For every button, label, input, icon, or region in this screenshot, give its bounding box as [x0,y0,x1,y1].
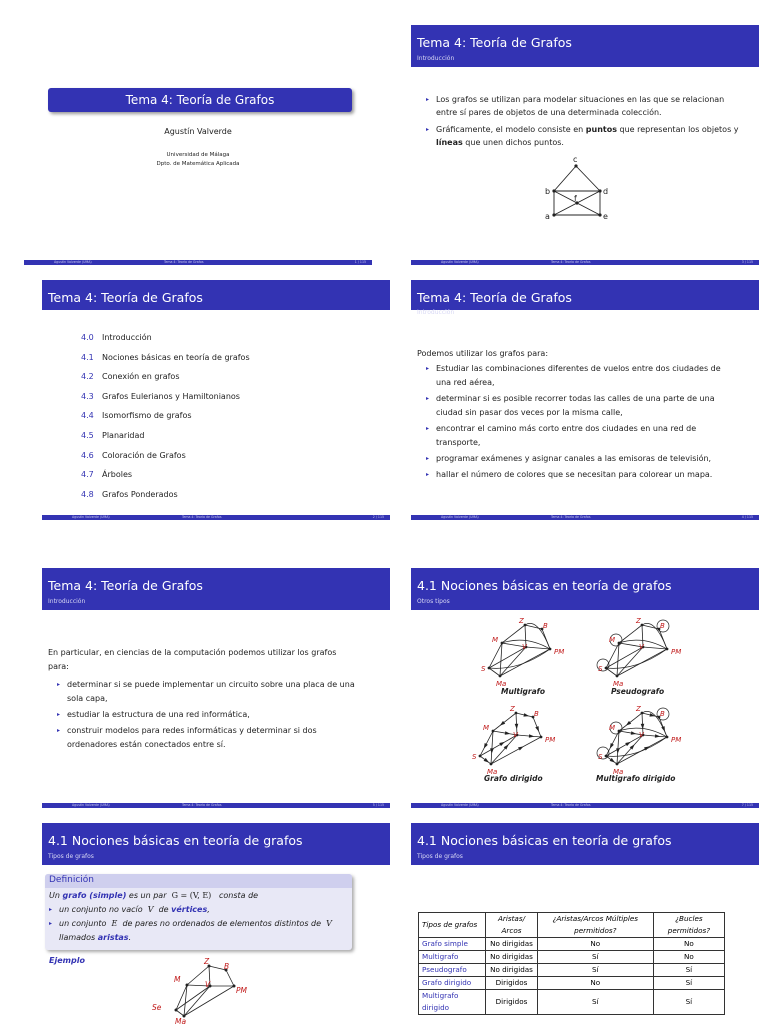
footer-topic: Tema 4: Teoría de Grafos [182,515,222,519]
toc-label: Grafos Ponderados [102,489,178,499]
graph-node [605,755,608,758]
graph-edge [489,668,500,676]
toc-item[interactable] [81,426,250,446]
toc-label: Isomorfismo de grafos [102,411,192,421]
slide-header [42,568,390,610]
table-cell: Sí [653,964,724,977]
intro-text: En particular, en ciencias de la computación podemos utilizar los grafos para: [48,648,337,671]
footer-topic: Tema 4: Teoría de Grafos [551,515,591,519]
slide-header [42,280,390,310]
node-label: Se [152,1003,162,1012]
math-expression: G = (V, E) [171,891,212,900]
toc-item[interactable] [81,406,250,426]
toc-item[interactable] [81,387,250,407]
bullet-text: que representan los objetos y [616,125,739,134]
table-cell: No dirigidas [486,964,538,977]
author-name: Agustín Valverde [164,127,232,136]
node-label: M [609,724,616,732]
table-cell: Grafo simple [419,938,486,951]
slide-title: Tema 4: Teoría de Grafos [48,578,203,593]
example-graph [42,823,390,1024]
footer-topic: Tema 4: Teoría de Grafos [164,260,204,264]
graph-node [540,736,543,739]
footer-topic: Tema 4: Teoría de Grafos [551,260,591,264]
slide-footer [411,803,759,808]
node-label: M [174,975,181,984]
footer-page: 4 / 115 [741,515,753,519]
node-label: S [481,665,486,673]
math-symbol: E [111,919,118,928]
toc-label: Coloración de Grafos [102,450,186,460]
slide-title: Tema 4: Teoría de Grafos [417,290,572,305]
arrowhead [535,726,539,732]
node-label: V [522,643,527,651]
footer-author: Agustín Valverde (UMA) [441,515,479,519]
arrowhead [523,713,529,716]
arrowhead [515,724,519,729]
def-text: consta de [216,891,259,900]
slide-computing [42,568,390,808]
table-cell: Sí [537,964,653,977]
node-label: Ma [613,768,624,776]
table-cell: Dirigidos [486,990,538,1015]
table-cell: No [537,938,653,951]
slide-footer [24,260,372,265]
toc-label: Grafos Eulerianos y Hamiltonianos [102,391,240,401]
graph-node [618,642,621,645]
table-header-cell: ¿Bucles permitidos? [653,913,724,938]
graph-node [515,712,518,715]
slide-types-table [411,823,759,1024]
table-cell: Sí [653,977,724,990]
node-label: Z [204,957,210,966]
graph-node [479,755,482,758]
bullet: ▸ un conjunto E de pares no ordenados de elementos distintos de V llamados aristas. [49,917,349,945]
graph-variant [597,617,681,696]
bullet-text: estudiar la estructura de una red informática, [67,710,250,719]
table-row [419,938,725,951]
bullet-text: determinar si se puede implementar un circuito sobre una placa de una sola capa, [67,680,355,703]
table-row [419,951,725,964]
footer-topic: Tema 4: Teoría de Grafos [551,803,591,807]
slide-header [411,823,759,865]
slide-body [48,646,356,754]
graph-edge [500,643,502,676]
graph-edge [491,737,541,764]
node-label: Ma [175,1017,187,1024]
slide-definition [42,823,390,1024]
node-label: a [545,212,550,221]
graph-node [616,675,619,678]
bullet-text: Los grafos se utilizan para modelar situaciones en las que se relacionan entre sí pares de objetos de una determinada colección. [436,95,725,117]
slide-header [411,280,759,316]
node-label: c [573,155,578,164]
slide-title: 4.1 Nociones básicas en teoría de grafos [48,833,303,848]
toc-label: Conexión en grafos [102,372,180,382]
toc-number: 4.1 [81,352,94,362]
node-label: M [492,636,499,644]
slide-subtitle: Tipos de grafos [48,853,94,860]
table-header-cell: Tipos de grafos [419,913,486,938]
table-cell: No [653,951,724,964]
footer-author: Agustín Valverde (UMA) [441,803,479,807]
table-cell: Dirigidos [486,977,538,990]
graph-caption: Pseudografo [611,687,665,696]
def-text: un conjunto [59,919,109,928]
graph-edge [491,731,493,764]
bullet [426,392,722,420]
node-label: Z [519,617,524,625]
footer-author: Agustín Valverde (UMA) [54,260,92,264]
toc-number: 4.8 [81,489,94,499]
def-term: vértices [171,905,208,914]
arrowhead [631,731,637,735]
footer-author: Agustín Valverde (UMA) [441,260,479,264]
footer-page: 5 / 115 [372,803,384,807]
node-label: M [609,636,616,644]
graph-edge [642,625,659,629]
node-label: Z [510,705,515,713]
graph-node [616,763,619,766]
arrowhead [484,758,489,763]
graph-node [488,667,491,670]
arrowhead [499,742,505,746]
footer-page: 7 / 115 [741,803,753,807]
node-label: PM [671,648,682,656]
graph-variant [481,617,564,696]
bullet-text: hallar el número de colores que se necesitan para colorear un mapa. [436,470,713,479]
node-label: Z [636,617,641,625]
slide-subtitle: Introducción [417,55,455,62]
toc-item[interactable] [81,348,250,368]
table-cell: No dirigidas [486,938,538,951]
graph-node [499,675,502,678]
node-label: B [543,622,548,630]
node-label: PM [236,986,247,995]
footer-author: Agustín Valverde (UMA) [72,515,110,519]
toc-number: 4.6 [81,450,94,460]
slide-footer [411,515,759,520]
node-label: Ma [487,768,498,776]
bullet [57,724,356,752]
graph-node [490,763,493,766]
bullet [57,708,356,722]
arrowhead [505,731,511,735]
bold-term: líneas [436,137,463,147]
toc-label: Planaridad [102,430,145,440]
slide-footer [411,260,759,265]
def-text: de [156,905,172,914]
node-label: Ma [496,680,507,688]
footer-page: 1 / 115 [354,260,366,264]
slide-subtitle: Otros tipos [417,598,450,605]
node-label: B [534,710,539,718]
graph-node [492,730,495,733]
table-header-cell: Aristas/ Arcos [486,913,538,938]
node-label: S [472,753,477,761]
graph-edge [525,625,542,629]
toc-item[interactable] [81,485,250,505]
toc-label: Nociones básicas en teoría de grafos [102,352,250,362]
graph-variant [596,705,681,783]
graph-caption: Multigrafo [501,687,546,696]
node-label: V [639,731,644,739]
graph-edge [617,735,643,764]
bullet [426,362,722,390]
bullet-list [48,678,356,752]
graph-node [666,648,669,651]
node-label: b [545,187,551,196]
table-cell: No [653,938,724,951]
def-text: Un [49,891,63,900]
math-symbol: V [326,919,332,928]
bullet-text: programar exámenes y asignar canales a las emisoras de televisión, [436,454,712,463]
def-term: aristas [97,933,129,942]
arrowhead [610,743,614,749]
graph-caption: Grafo dirigido [484,774,543,783]
node-label: d [603,187,609,196]
bullet-text: construir modelos para redes informáticas y determinar si dos ordenadores están conectados entre sí. [67,726,317,749]
node-label: PM [545,736,556,744]
node-label: V [205,980,211,989]
graph-node [549,648,552,651]
bullet: ▸ un conjunto no vacío V de vértices, [49,903,349,917]
toc-label: Introducción [102,333,152,342]
node-label: V [639,643,644,651]
table-cell: Multigrafo dirigido [419,990,486,1015]
bold-term: puntos [585,125,617,134]
def-text: llamados [59,933,98,942]
slide-subtitle: Tipos de grafos [417,853,463,860]
toc-item[interactable] [81,446,250,466]
table-header-row [419,913,725,938]
example-label: Ejemplo [49,956,85,965]
toc-number: 4.0 [81,333,94,342]
affiliation-2: Dpto. de Matemática Aplicada [156,161,240,167]
footer-author: Agustín Valverde (UMA) [72,803,110,807]
intro-text: Podemos utilizar los grafos para: [417,349,549,358]
table-cell: No [537,977,653,990]
slide-title: 4.1 Nociones básicas en teoría de grafos [417,833,672,848]
bullet-text: Gráficamente, el modelo consiste en [436,125,586,134]
slide-subtitle: Introducción [48,598,86,605]
slide-title: Tema 4: Teoría de Grafos [417,35,572,50]
node-label: B [660,710,665,718]
affiliation-1: Universidad de Málaga [166,152,230,158]
arrowhead [625,742,631,746]
toc-item[interactable] [81,367,250,387]
slide-body [417,347,722,484]
node-label: S [598,665,603,673]
node-label: e [603,212,608,221]
toc-item[interactable] [81,328,250,348]
table-row [419,977,725,990]
node-label: S [598,753,603,761]
example-graph [411,25,759,265]
table-header-cell: ¿Aristas/Arcos Múltiples permitidos? [537,913,653,938]
table-cell: Sí [653,990,724,1015]
graph-node [666,736,669,739]
node-label: PM [554,648,565,656]
bullet-text: Estudiar las combinaciones diferentes de vuelos entre dos ciudades de una red aérea, [436,364,721,387]
graph-edge [491,735,517,764]
slide-title [24,25,372,265]
contents-list [81,328,250,504]
def-text: de pares no ordenados de elementos distintos de [119,919,324,928]
footer-page: 2 / 115 [372,515,384,519]
graph-edge [617,643,619,676]
table-cell: No dirigidas [486,951,538,964]
node-label: PM [671,736,682,744]
graph-types-table [418,912,725,1015]
footer-page: 3 / 115 [741,260,753,264]
toc-number: 4.2 [81,372,94,382]
slide-title: 4.1 Nociones básicas en teoría de grafos [417,578,672,593]
bullet-text: que unen dichos puntos. [462,137,564,147]
def-text: un conjunto no vacío [59,905,146,914]
def-term: grafo (simple) [62,891,127,900]
bullet [57,678,356,706]
node-label: f [574,194,577,203]
bullet [426,422,722,450]
graph-node [641,624,644,627]
def-text: es un par [126,891,170,900]
node-label: M [483,724,490,732]
node-label: B [660,622,665,630]
bullet [426,468,722,482]
table-cell: Sí [537,990,653,1015]
table-cell: Sí [537,951,653,964]
node-label: V [513,731,518,739]
bullet-text: encontrar el camino más corto entre dos ciudades en una red de transporte, [436,424,697,447]
node-label: Ma [613,680,624,688]
page-title: Tema 4: Teoría de Grafos [125,93,275,107]
arrowhead [610,758,615,763]
bullet-list [417,362,722,482]
slide-footer [42,803,390,808]
graph-node [605,667,608,670]
toc-number: 4.5 [81,430,94,440]
graph-node [618,730,621,733]
table-row [419,990,725,1015]
definition-title: Definición [49,875,94,885]
bullet [426,452,722,466]
graph-edge [617,647,643,676]
slide-other-types [411,568,759,808]
table-cell: Grafo dirigido [419,977,486,990]
slide-uses [411,280,759,520]
slide-subtitle: Introducción [417,309,455,316]
slide-title: Tema 4: Teoría de Grafos [48,290,203,305]
graph-node [501,642,504,645]
graph-node [641,712,644,715]
arrowhead [518,746,524,750]
toc-number: 4.3 [81,391,94,401]
slide-contents [42,280,390,520]
slide-footer [42,515,390,520]
toc-item[interactable] [81,465,250,485]
bullet-text: determinar si es posible recorrer todas las calles de una parte de una ciudad sin pasar dos veces por la misma calle, [436,394,715,417]
toc-number: 4.7 [81,470,94,480]
toc-number: 4.4 [81,411,94,421]
node-label: Z [636,705,641,713]
graph-node [524,624,527,627]
table-cell: Multigrafo [419,951,486,964]
node-label: B [224,962,230,971]
graph-edge [493,713,516,731]
math-symbol: V [147,905,154,914]
graph-edge [617,731,619,764]
graph-types-figure [411,568,759,808]
toc-label: Árboles [102,470,133,480]
table-cell: Pseudografo [419,964,486,977]
table-row [419,964,725,977]
arrowhead [484,743,488,749]
graph-caption: Multigrafo dirigido [596,774,676,783]
slide-intro-graph [411,25,759,265]
graph-variant [472,705,555,783]
graph-edge [500,647,526,676]
footer-topic: Tema 4: Teoría de Grafos [182,803,222,807]
